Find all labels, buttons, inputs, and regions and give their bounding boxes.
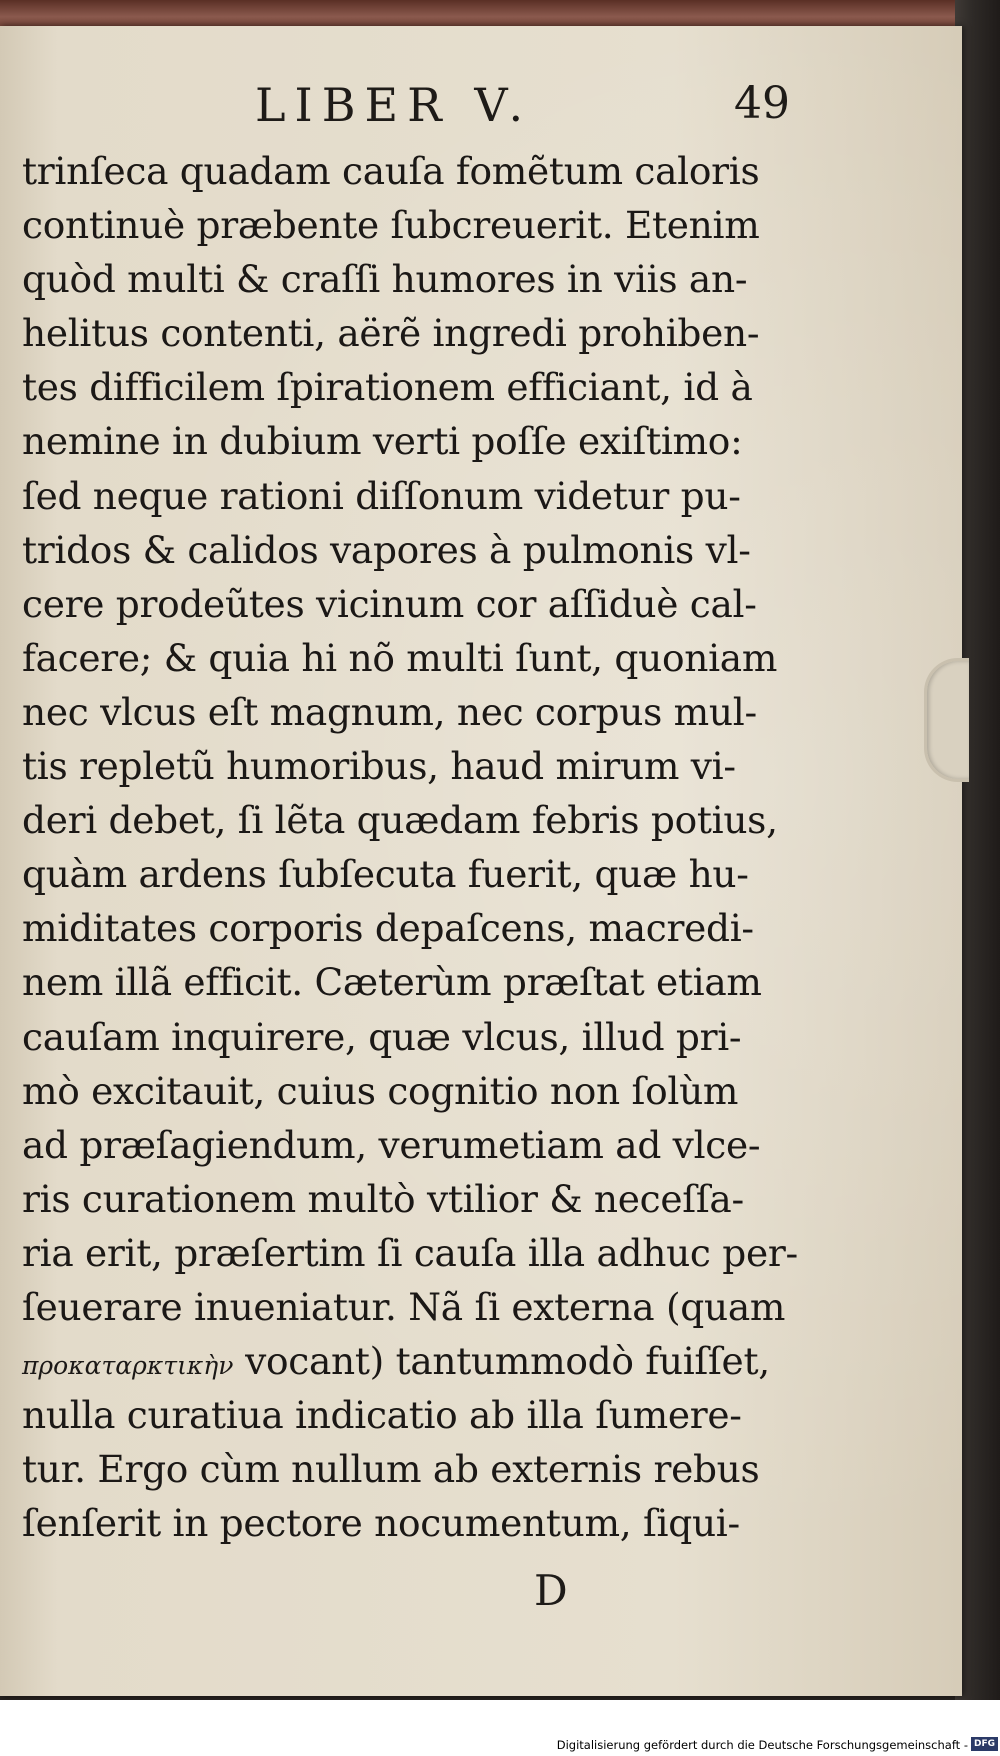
text-line: tridos & calidos vapores à pulmonis vl-	[22, 527, 751, 572]
text-line: ris curationem multò vtilior & neceſſa-	[22, 1176, 744, 1221]
running-head	[0, 78, 962, 138]
text-line	[22, 1334, 812, 1388]
text-line: tur. Ergo cùm nullum ab externis rebus	[22, 1447, 760, 1492]
text-line: trinſeca quadam cauſa fomẽtum caloris	[22, 149, 760, 193]
text-line: nemine in dubium verti poſſe exiſtimo:	[22, 419, 743, 464]
page-clip	[924, 658, 969, 782]
text-line: tes difficilem ſpirationem efficiant, id à	[22, 365, 753, 410]
book-page	[0, 26, 962, 1696]
digitization-credit: Digitalisierung gefördert durch die Deutsche Forschungsgemeinschaft -	[556, 1738, 968, 1752]
text-line: ria erit, præſertim ſi cauſa illa adhuc per-	[22, 1230, 798, 1275]
text-line-rest: vocant) tantummodò fuiſſet,	[233, 1339, 770, 1384]
text-line: nem illã efficit. Cæterùm præſtat etiam	[22, 960, 762, 1005]
page-number: 49	[734, 78, 790, 129]
signature-mark: D	[534, 1566, 568, 1615]
footer-strip	[0, 1700, 1000, 1756]
text-line: ad præſagiendum, verumetiam ad vlce-	[22, 1122, 761, 1167]
text-line: quàm ardens ſubſecuta fuerit, quæ hu-	[22, 852, 749, 897]
text-line: cere prodeũtes vicinum cor aſſiduè cal-	[22, 581, 757, 626]
text-line: quòd multi & craſſi humores in viis an-	[22, 257, 748, 302]
text-line: ſeuerare inueniatur. Nã ſi externa (quam	[22, 1284, 786, 1329]
text-line: nec vlcus eſt magnum, nec corpus mul-	[22, 689, 757, 734]
text-line: helitus contenti, aërẽ ingredi prohiben-	[22, 311, 760, 356]
greek-word: προκαταρκτικὴν	[22, 1351, 234, 1381]
text-line: tis repletũ humoribus, haud mirum vi-	[22, 744, 736, 789]
book-top-edge	[0, 0, 960, 28]
text-line: deri debet, ſi lẽta quædam febris potius,	[22, 798, 778, 843]
text-block	[22, 144, 812, 1550]
text-line: ſenſerit in pectore nocumentum, ſiqui-	[22, 1501, 740, 1546]
text-line: continuè præbente ſubcreuerit. Etenim	[22, 203, 760, 248]
text-line: nulla curatiua indicatio ab illa ſumere-	[22, 1393, 742, 1438]
text-line: cauſam inquirere, quæ vlcus, illud pri-	[22, 1014, 742, 1059]
running-head-title: LIBER V.	[255, 78, 533, 132]
text-line: ſed neque rationi diſſonum videtur pu-	[22, 473, 741, 518]
text-line: miditates corporis depaſcens, macredi-	[22, 906, 754, 951]
text-line: mò excitauit, cuius cognitio non ſolùm	[22, 1068, 739, 1113]
text-line: facere; & quia hi nõ multi ſunt, quoniam	[22, 635, 778, 680]
dfg-logo: DFG	[971, 1737, 998, 1751]
